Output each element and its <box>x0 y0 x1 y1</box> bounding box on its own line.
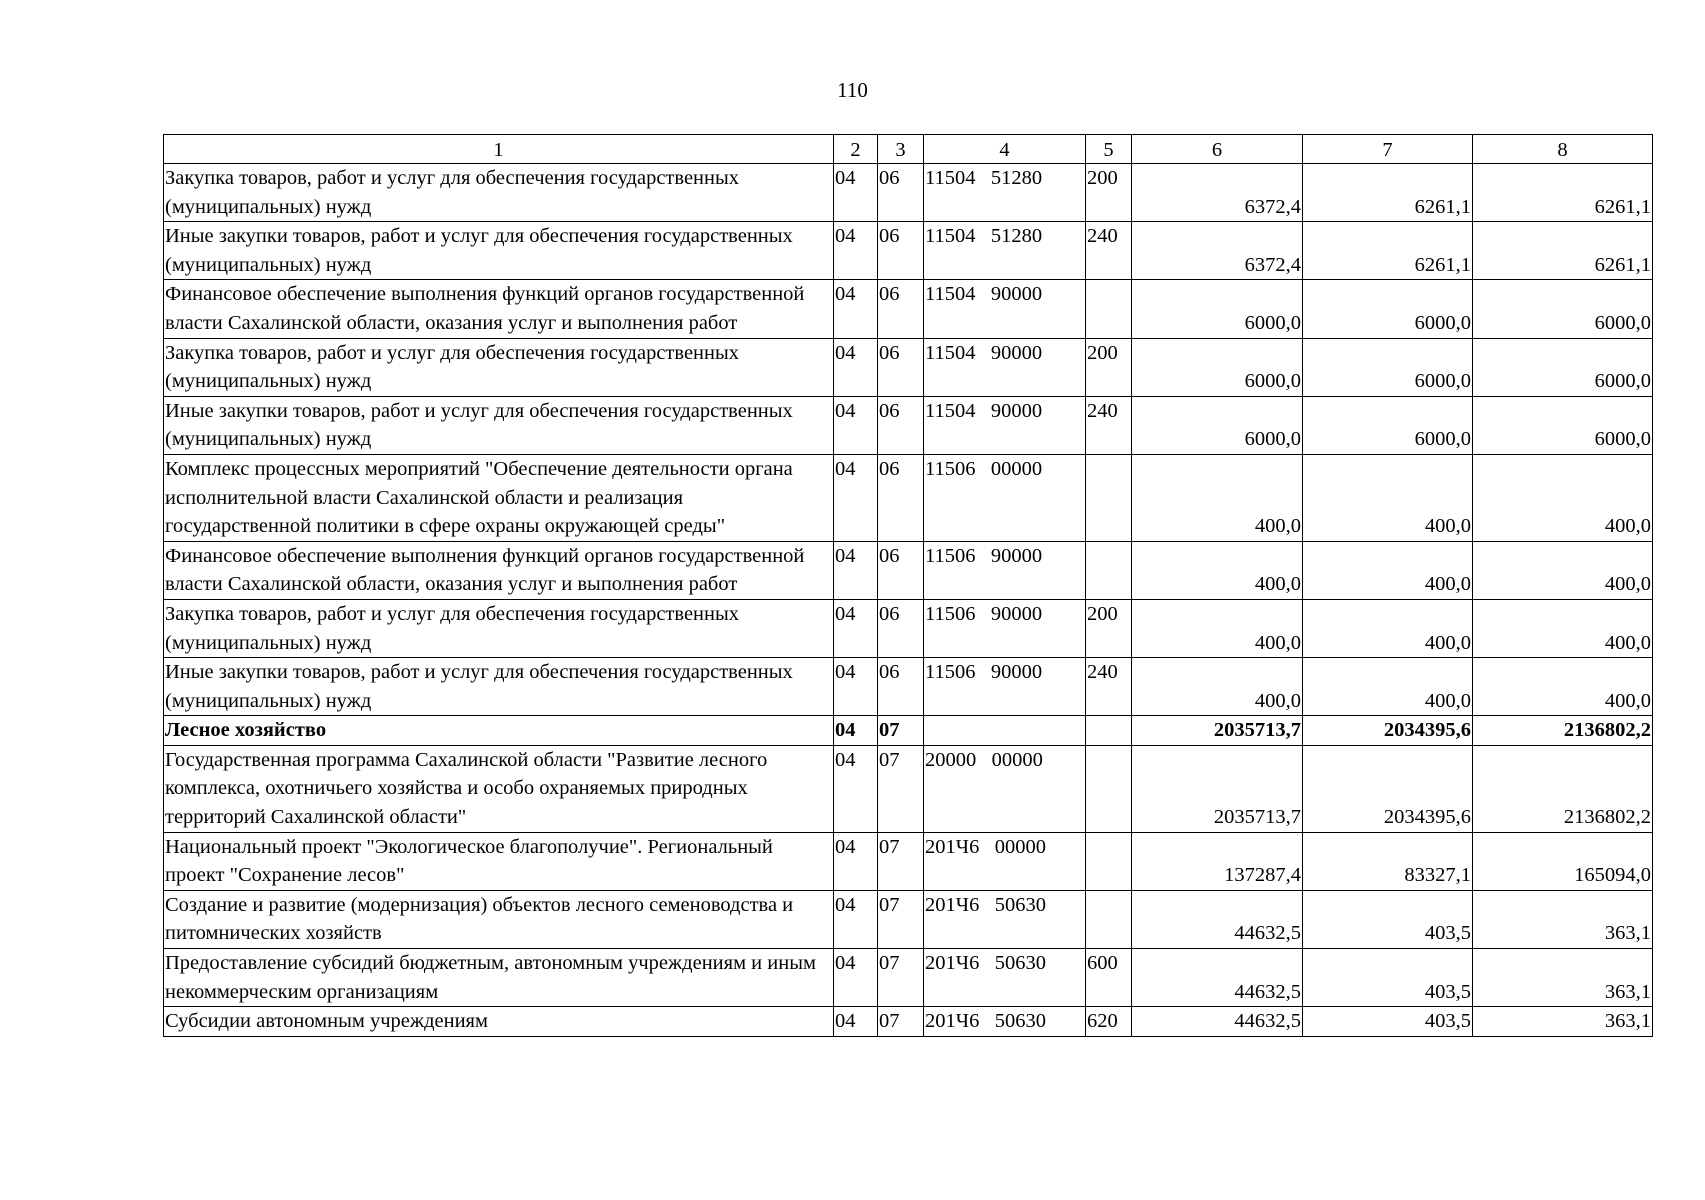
section-code-cell: 04 <box>834 745 878 832</box>
amount-col6-cell: 6372,4 <box>1132 222 1303 280</box>
column-header: 1 <box>164 135 834 164</box>
subsection-code-cell: 07 <box>878 1007 924 1037</box>
amount-col8-cell: 6000,0 <box>1473 280 1653 338</box>
subsection-code-cell: 06 <box>878 658 924 716</box>
table-row <box>164 222 1653 280</box>
amount-col8-cell: 400,0 <box>1473 454 1653 541</box>
amount-col6-cell: 2035713,7 <box>1132 745 1303 832</box>
target-article-cell <box>924 716 1086 746</box>
amount-col8-cell: 363,1 <box>1473 1007 1653 1037</box>
expense-type-cell <box>1086 745 1132 832</box>
amount-col7-cell: 83327,1 <box>1303 832 1473 890</box>
subsection-code-cell: 07 <box>878 890 924 948</box>
column-header: 5 <box>1086 135 1132 164</box>
amount-col6-cell: 2035713,7 <box>1132 716 1303 746</box>
amount-col7-cell: 6261,1 <box>1303 164 1473 222</box>
table-row <box>164 599 1653 657</box>
expense-type-cell: 200 <box>1086 164 1132 222</box>
target-article-cell: 11506 90000 <box>924 658 1086 716</box>
section-code-cell: 04 <box>834 949 878 1007</box>
target-article-cell: 11504 90000 <box>924 396 1086 454</box>
amount-col7-cell: 6000,0 <box>1303 396 1473 454</box>
section-code-cell: 04 <box>834 222 878 280</box>
target-article-cell: 11506 00000 <box>924 454 1086 541</box>
subsection-code-cell: 07 <box>878 716 924 746</box>
table-row <box>164 832 1653 890</box>
section-code-cell: 04 <box>834 541 878 599</box>
subsection-code-cell: 06 <box>878 338 924 396</box>
amount-col7-cell: 2034395,6 <box>1303 716 1473 746</box>
expense-name-cell: Закупка товаров, работ и услуг для обеспечения государственных (муниципальных) нужд <box>164 164 834 222</box>
subsection-code-cell: 06 <box>878 396 924 454</box>
amount-col6-cell: 400,0 <box>1132 599 1303 657</box>
section-code-cell: 04 <box>834 658 878 716</box>
subsection-code-cell: 06 <box>878 541 924 599</box>
section-code-cell: 04 <box>834 280 878 338</box>
expense-type-cell: 240 <box>1086 658 1132 716</box>
expense-type-cell: 200 <box>1086 599 1132 657</box>
section-code-cell: 04 <box>834 599 878 657</box>
expense-name-cell: Иные закупки товаров, работ и услуг для обеспечения государственных (муниципальных) нужд <box>164 396 834 454</box>
amount-col8-cell: 6261,1 <box>1473 222 1653 280</box>
amount-col8-cell: 2136802,2 <box>1473 745 1653 832</box>
amount-col8-cell: 2136802,2 <box>1473 716 1653 746</box>
table-row <box>164 745 1653 832</box>
subsection-code-cell: 06 <box>878 222 924 280</box>
target-article-cell: 20000 00000 <box>924 745 1086 832</box>
subsection-code-cell: 07 <box>878 745 924 832</box>
expense-name-cell: Субсидии автономным учреждениям <box>164 1007 834 1037</box>
subsection-code-cell: 06 <box>878 599 924 657</box>
expense-name-cell: Предоставление субсидий бюджетным, автономным учреждениям и иным некоммерческим организациям <box>164 949 834 1007</box>
expense-type-cell: 600 <box>1086 949 1132 1007</box>
target-article-cell: 201Ч6 50630 <box>924 1007 1086 1037</box>
expense-type-cell <box>1086 716 1132 746</box>
table-row <box>164 396 1653 454</box>
table-row <box>164 716 1653 746</box>
expense-type-cell <box>1086 890 1132 948</box>
section-code-cell: 04 <box>834 1007 878 1037</box>
column-header: 6 <box>1132 135 1303 164</box>
amount-col7-cell: 403,5 <box>1303 890 1473 948</box>
target-article-cell: 11506 90000 <box>924 599 1086 657</box>
amount-col7-cell: 6261,1 <box>1303 222 1473 280</box>
amount-col8-cell: 165094,0 <box>1473 832 1653 890</box>
amount-col6-cell: 6000,0 <box>1132 396 1303 454</box>
section-code-cell: 04 <box>834 338 878 396</box>
amount-col8-cell: 400,0 <box>1473 658 1653 716</box>
column-header: 2 <box>834 135 878 164</box>
section-code-cell: 04 <box>834 164 878 222</box>
table-row <box>164 541 1653 599</box>
amount-col8-cell: 400,0 <box>1473 599 1653 657</box>
amount-col6-cell: 6372,4 <box>1132 164 1303 222</box>
amount-col6-cell: 400,0 <box>1132 454 1303 541</box>
amount-col6-cell: 44632,5 <box>1132 890 1303 948</box>
amount-col7-cell: 400,0 <box>1303 658 1473 716</box>
column-header: 3 <box>878 135 924 164</box>
table-row <box>164 280 1653 338</box>
section-code-cell: 04 <box>834 396 878 454</box>
table-row <box>164 164 1653 222</box>
expense-name-cell: Финансовое обеспечение выполнения функций органов государственной власти Сахалинской области, оказания услуг и выполнения работ <box>164 280 834 338</box>
table-row <box>164 890 1653 948</box>
expense-name-cell: Государственная программа Сахалинской области "Развитие лесного комплекса, охотничьего хозяйства и особо охраняемых природных территорий Сахалинской области" <box>164 745 834 832</box>
subsection-code-cell: 07 <box>878 832 924 890</box>
subsection-code-cell: 07 <box>878 949 924 1007</box>
section-code-cell: 04 <box>834 890 878 948</box>
table-row <box>164 658 1653 716</box>
expense-name-cell: Закупка товаров, работ и услуг для обеспечения государственных (муниципальных) нужд <box>164 338 834 396</box>
amount-col7-cell: 403,5 <box>1303 949 1473 1007</box>
section-code-cell: 04 <box>834 832 878 890</box>
subsection-code-cell: 06 <box>878 164 924 222</box>
table-row <box>164 454 1653 541</box>
expense-name-cell: Национальный проект "Экологическое благополучие". Региональный проект "Сохранение лесов" <box>164 832 834 890</box>
table-row <box>164 1007 1653 1037</box>
expense-type-cell <box>1086 454 1132 541</box>
target-article-cell: 201Ч6 50630 <box>924 890 1086 948</box>
budget-table <box>163 134 1653 1037</box>
column-header: 4 <box>924 135 1086 164</box>
expense-type-cell: 200 <box>1086 338 1132 396</box>
target-article-cell: 11506 90000 <box>924 541 1086 599</box>
expense-type-cell <box>1086 541 1132 599</box>
expense-type-cell: 240 <box>1086 396 1132 454</box>
column-header: 8 <box>1473 135 1653 164</box>
subsection-code-cell: 06 <box>878 454 924 541</box>
expense-name-cell: Иные закупки товаров, работ и услуг для обеспечения государственных (муниципальных) нужд <box>164 658 834 716</box>
section-code-cell: 04 <box>834 454 878 541</box>
expense-type-cell: 240 <box>1086 222 1132 280</box>
expense-name-cell: Закупка товаров, работ и услуг для обеспечения государственных (муниципальных) нужд <box>164 599 834 657</box>
section-code-cell: 04 <box>834 716 878 746</box>
table-row <box>164 338 1653 396</box>
expense-name-cell: Комплекс процессных мероприятий "Обеспечение деятельности органа исполнительной власти Сахалинской области и реализация государственной политики в сфере охраны окружающей среды" <box>164 454 834 541</box>
amount-col6-cell: 6000,0 <box>1132 280 1303 338</box>
target-article-cell: 11504 51280 <box>924 222 1086 280</box>
amount-col7-cell: 6000,0 <box>1303 280 1473 338</box>
target-article-cell: 11504 90000 <box>924 280 1086 338</box>
expense-type-cell <box>1086 280 1132 338</box>
table-row <box>164 949 1653 1007</box>
expense-name-cell: Финансовое обеспечение выполнения функций органов государственной власти Сахалинской области, оказания услуг и выполнения работ <box>164 541 834 599</box>
amount-col8-cell: 6000,0 <box>1473 338 1653 396</box>
amount-col7-cell: 400,0 <box>1303 541 1473 599</box>
amount-col6-cell: 44632,5 <box>1132 949 1303 1007</box>
amount-col7-cell: 400,0 <box>1303 454 1473 541</box>
amount-col7-cell: 6000,0 <box>1303 338 1473 396</box>
expense-name-cell: Лесное хозяйство <box>164 716 834 746</box>
amount-col8-cell: 6261,1 <box>1473 164 1653 222</box>
column-header: 7 <box>1303 135 1473 164</box>
amount-col6-cell: 44632,5 <box>1132 1007 1303 1037</box>
amount-col8-cell: 400,0 <box>1473 541 1653 599</box>
target-article-cell: 11504 90000 <box>924 338 1086 396</box>
amount-col6-cell: 400,0 <box>1132 541 1303 599</box>
target-article-cell: 201Ч6 50630 <box>924 949 1086 1007</box>
amount-col7-cell: 403,5 <box>1303 1007 1473 1037</box>
expense-type-cell <box>1086 832 1132 890</box>
expense-name-cell: Создание и развитие (модернизация) объектов лесного семеноводства и питомнических хозяйств <box>164 890 834 948</box>
amount-col6-cell: 400,0 <box>1132 658 1303 716</box>
amount-col6-cell: 6000,0 <box>1132 338 1303 396</box>
amount-col7-cell: 2034395,6 <box>1303 745 1473 832</box>
expense-name-cell: Иные закупки товаров, работ и услуг для обеспечения государственных (муниципальных) нужд <box>164 222 834 280</box>
amount-col8-cell: 363,1 <box>1473 890 1653 948</box>
amount-col8-cell: 6000,0 <box>1473 396 1653 454</box>
expense-type-cell: 620 <box>1086 1007 1132 1037</box>
subsection-code-cell: 06 <box>878 280 924 338</box>
page-number: 110 <box>837 78 868 102</box>
header-row <box>164 135 1653 164</box>
amount-col7-cell: 400,0 <box>1303 599 1473 657</box>
target-article-cell: 11504 51280 <box>924 164 1086 222</box>
amount-col8-cell: 363,1 <box>1473 949 1653 1007</box>
amount-col6-cell: 137287,4 <box>1132 832 1303 890</box>
target-article-cell: 201Ч6 00000 <box>924 832 1086 890</box>
